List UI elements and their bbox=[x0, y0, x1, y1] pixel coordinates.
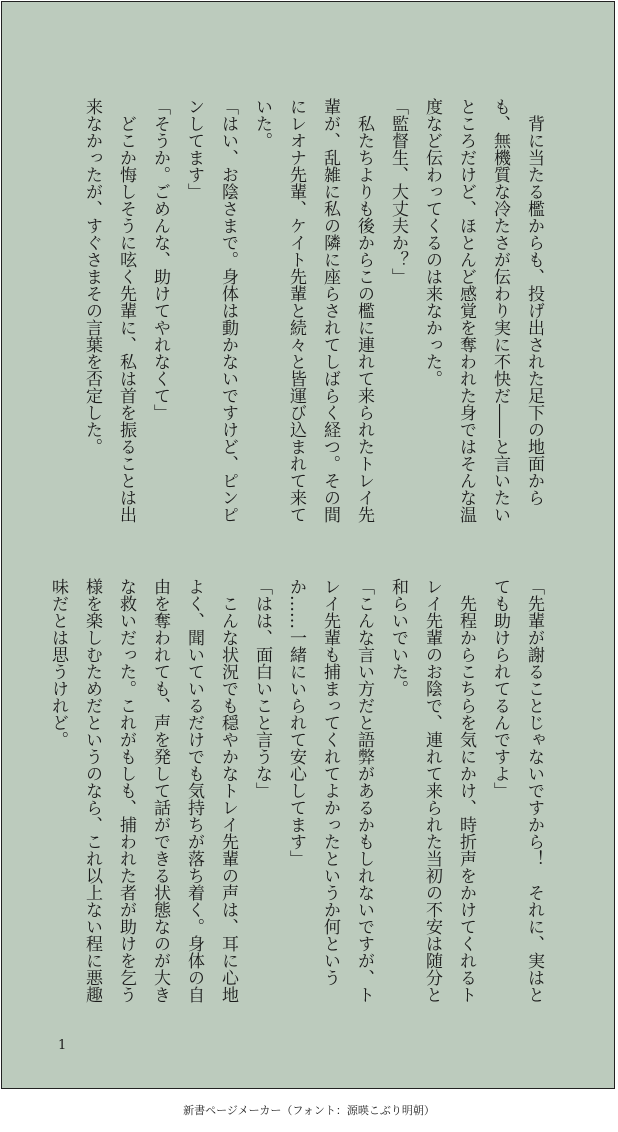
paragraph: 「はは、面白いこと言うな」 bbox=[252, 578, 272, 799]
paragraph: 「先輩が謝ることじゃないですから！ それに、実はとても助けられてるんですよ」 bbox=[490, 578, 544, 1003]
book-page bbox=[1, 1, 615, 1089]
paragraph: 「そうか。ごめんな、助けてやれなくて」 bbox=[150, 98, 170, 421]
paragraph: 私たちよりも後からこの檻に連れて来られたトレイ先輩が、乱雑に私の隣に座らされてしばらく経つ。その間にレオナ先輩、ケイト先輩と続々と皆運び込まれて来ていた。 bbox=[252, 98, 374, 523]
paragraph: 「こんな言い方だと語弊があるかもしれないですが、トレイ先輩も捕まってくれてよかったというか何というか……一緒にいられて安心してます」 bbox=[286, 578, 374, 1003]
paragraph: どこか悔しそうに呟く先輩に、私は首を振ることは出来なかったが、すぐさまその言葉を否定した。 bbox=[82, 98, 136, 523]
paragraph: 「はい、お陰さまで。身体は動かないですけど、ピンピンしてます」 bbox=[184, 98, 238, 523]
paragraph: 先程からこちらを気にかけ、時折声をかけてくれるトレイ先輩のお陰で、連れて来られた当初の不安は随分と和らいでいた。 bbox=[388, 578, 476, 1003]
paragraph: こんな状況でも穏やかなトレイ先輩の声は、耳に心地よく、聞いているだけでも気持ちが落ち着く。身体の自由を奪われても、声を発して話ができる状態なのが大きな救いだった。これがもしも、捕われた者が助けを乞う様を楽しむためだというのなら、これ以上ない程に悪趣味だとは思うけれど。 bbox=[48, 578, 238, 1003]
lower-text-block bbox=[48, 578, 551, 1018]
paragraph: 「監督生、大丈夫か？」 bbox=[388, 98, 408, 285]
upper-text-block bbox=[51, 98, 551, 538]
page-number: 1 bbox=[58, 1038, 67, 1053]
paragraph: 背に当たる檻からも、投げ出された足下の地面からも、無機質な冷たさが伝わり実に不快だ――と言いたいところだけど、ほとんど感覚を奪われた身ではそんな温度など伝わってくるのは来なかった。 bbox=[422, 98, 544, 523]
footer-caption: 新書ページメーカー（フォント：源暎こぶり明朝） bbox=[183, 1104, 435, 1117]
